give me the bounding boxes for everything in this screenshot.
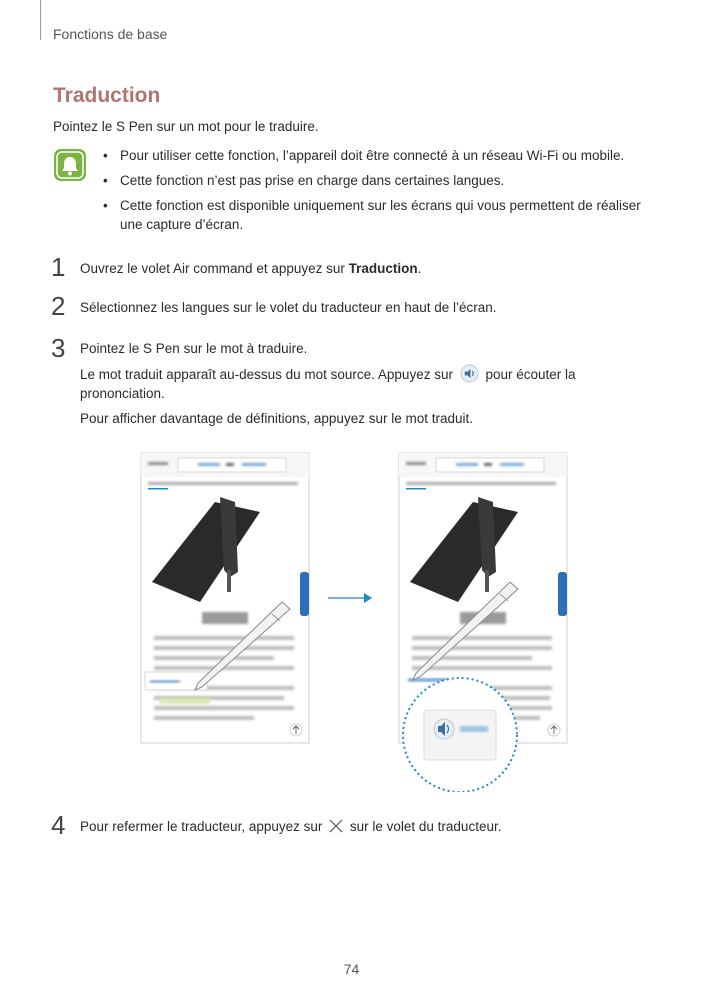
left-phone-screen xyxy=(141,453,309,743)
step-3-text: Pointez le S Pen sur le mot à traduire. Le mot traduit apparaît au-dessus du mot source. Appuyez sur pour écouter la prononciation. Pour afficher davantage de définitions, appuyez sur le mot traduit. xyxy=(80,341,576,426)
note-bullet: • Cette fonction est disponible uniquement sur les écrans qui vous permettent de réaliser une capture d’écran. xyxy=(103,198,641,232)
translation-illustration xyxy=(140,452,570,792)
note-bullets xyxy=(100,146,660,240)
step-number: 1 xyxy=(51,252,66,282)
step-number: 4 xyxy=(51,810,66,840)
step-4-text: Pour refermer le traducteur, appuyez sur sur le volet du traducteur. xyxy=(80,819,502,834)
zoom-callout xyxy=(403,678,517,792)
step-number: 2 xyxy=(51,291,66,321)
page-title: Traduction xyxy=(53,84,161,107)
bell-note-icon xyxy=(53,148,87,182)
section-header: Fonctions de base xyxy=(53,26,168,42)
margin-rule xyxy=(40,0,41,40)
step-2-text: Sélectionnez les langues sur le volet du traducteur en haut de l’écran. xyxy=(80,300,497,315)
step-number: 3 xyxy=(51,333,66,363)
note-bullet: • Pour utiliser cette fonction, l’appareil doit être connecté à un réseau Wi-Fi ou mobile. xyxy=(103,148,625,163)
step-1-text: Ouvrez le volet Air command et appuyez sur Traduction. xyxy=(80,261,422,276)
page-number: 74 xyxy=(343,961,360,977)
close-icon xyxy=(328,818,344,834)
intro-text: Pointez le S Pen sur un mot pour le traduire. xyxy=(53,119,319,134)
speaker-icon xyxy=(460,364,479,383)
note-bullet: • Cette fonction n’est pas prise en charge dans certaines langues. xyxy=(103,173,505,188)
